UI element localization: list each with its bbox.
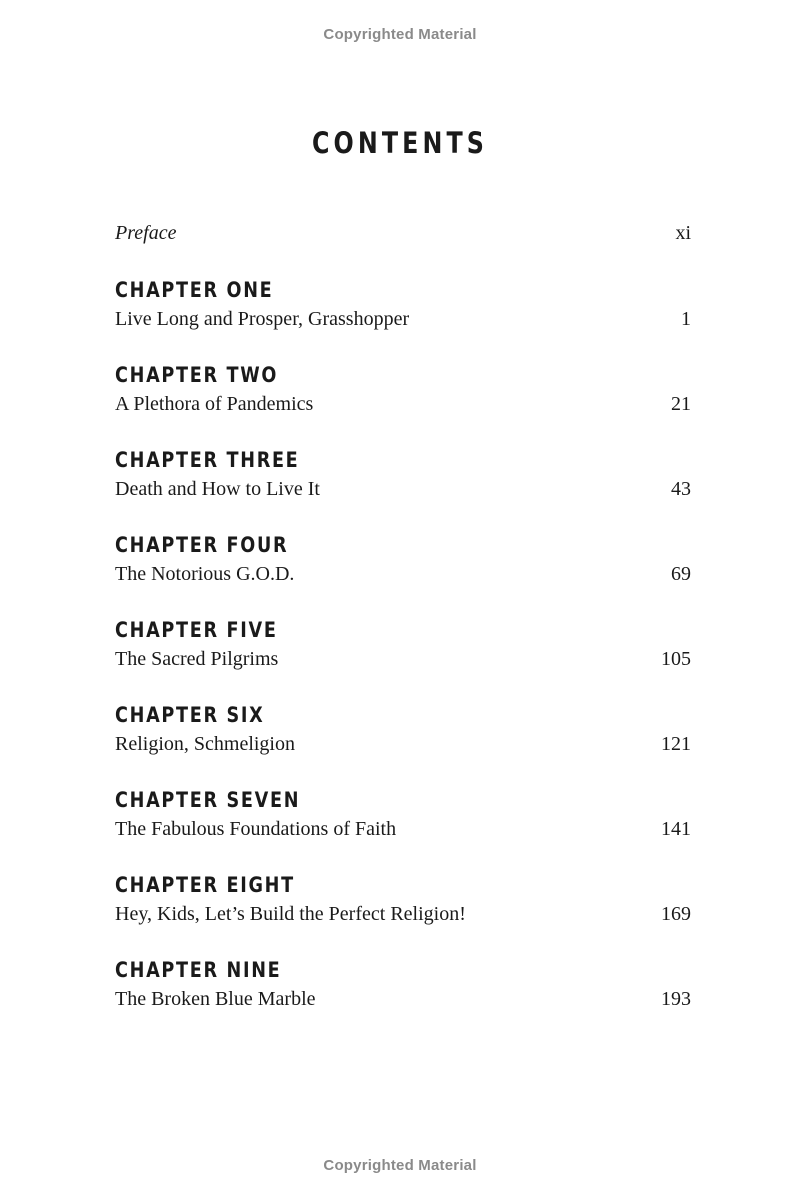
chapter-page-number: 141 <box>661 818 691 840</box>
chapter-title: Religion, Schmeligion <box>115 733 295 755</box>
chapter-page-number: 1 <box>681 308 691 330</box>
preface-page-number: xi <box>675 222 691 244</box>
copyright-watermark-bottom: Copyrighted Material <box>323 1157 477 1174</box>
chapter-page-number: 69 <box>671 563 691 585</box>
chapter-title: The Broken Blue Marble <box>115 988 316 1010</box>
chapter-heading: CHAPTER SIX <box>115 703 265 727</box>
chapter-page-number: 169 <box>661 903 691 925</box>
chapter-heading: CHAPTER SEVEN <box>115 788 301 812</box>
chapter-heading: CHAPTER ONE <box>115 278 274 302</box>
toc-chapter-row <box>115 903 691 926</box>
chapter-title: The Sacred Pilgrims <box>115 648 279 670</box>
chapter-page-number: 105 <box>661 648 691 670</box>
chapter-title: Hey, Kids, Let’s Build the Perfect Religion! <box>115 903 466 925</box>
chapter-title: The Notorious G.O.D. <box>115 563 295 585</box>
toc-chapter-row <box>115 478 691 501</box>
chapter-heading: CHAPTER THREE <box>115 448 300 472</box>
chapter-title: The Fabulous Foundations of Faith <box>115 818 397 840</box>
toc-preface-row <box>115 222 691 245</box>
toc-chapter-row <box>115 563 691 586</box>
toc-chapter-row <box>115 818 691 841</box>
chapter-page-number: 21 <box>671 393 691 415</box>
copyright-watermark-top: Copyrighted Material <box>323 26 477 43</box>
toc-chapter-row <box>115 308 691 331</box>
chapter-title: A Plethora of Pandemics <box>115 393 314 415</box>
chapter-title: Live Long and Prosper, Grasshopper <box>115 308 410 330</box>
chapter-page-number: 43 <box>671 478 691 500</box>
toc-chapter-row <box>115 648 691 671</box>
chapter-page-number: 121 <box>661 733 691 755</box>
toc-chapter-row <box>115 393 691 416</box>
chapter-heading: CHAPTER FIVE <box>115 618 278 642</box>
chapter-heading: CHAPTER NINE <box>115 958 282 982</box>
chapter-title: Death and How to Live It <box>115 478 320 500</box>
chapter-page-number: 193 <box>661 988 691 1010</box>
chapter-heading: CHAPTER EIGHT <box>115 873 295 897</box>
chapter-heading: CHAPTER FOUR <box>115 533 289 557</box>
preface-label: Preface <box>115 222 177 244</box>
chapter-heading: CHAPTER TWO <box>115 363 279 387</box>
toc-chapter-row <box>115 733 691 756</box>
toc-chapter-row <box>115 988 691 1011</box>
contents-title: CONTENTS <box>311 126 489 160</box>
